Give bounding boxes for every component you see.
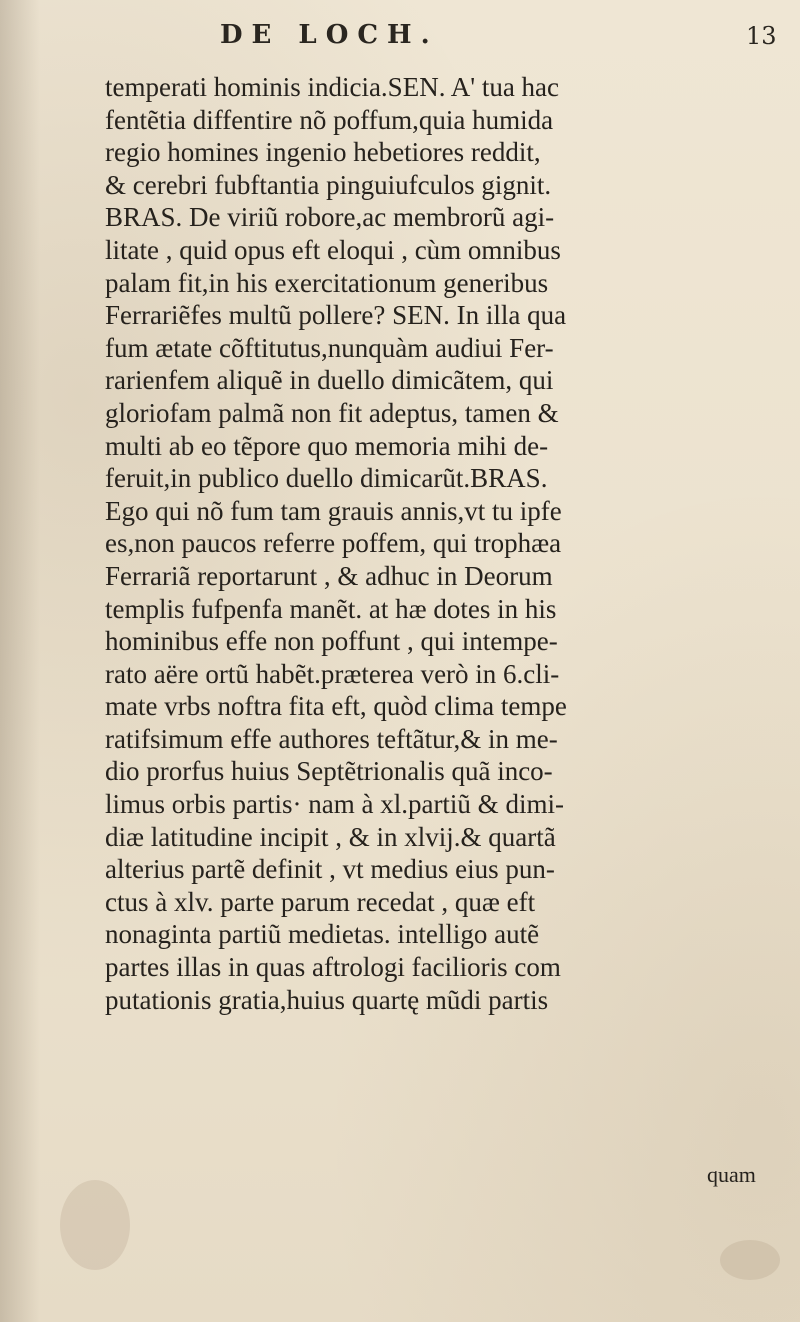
- text-line: Ego qui nõ fum tam grauis annis,vt tu ipfe: [105, 495, 562, 526]
- gutter-shadow: [0, 0, 40, 1322]
- text-line: regio homines ingenio hebetiores reddit,: [105, 137, 541, 168]
- text-line: nonaginta partiũ medietas. intelligo autẽ: [105, 919, 540, 950]
- text-line: es,non paucos referre poffem, qui trophæa: [105, 528, 562, 559]
- text-line: multi ab eo tẽpore quo memoria mihi de-: [105, 430, 549, 461]
- text-line: BRAS. De viriũ robore,ac membrorũ agi-: [105, 202, 555, 233]
- text-line: templis fufpenfa manẽt. at hæ dotes in his: [105, 593, 557, 624]
- text-line: Ferrariã reportarunt , & adhuc in Deorum: [105, 560, 553, 591]
- paper-stain: [60, 1180, 130, 1270]
- text-line: fentẽtia diffentire nõ poffum,quia humida: [105, 104, 554, 135]
- text-line: Ferrariẽfes multũ pollere? SEN. In illa qua: [105, 300, 567, 331]
- paper-stain: [720, 1240, 780, 1280]
- text-line: rarienfem aliquẽ in duello dimicãtem, qui: [105, 365, 554, 396]
- text-line: ctus à xlv. parte parum recedat , quæ eft: [105, 886, 536, 917]
- text-line: putationis gratia,huius quartę mũdi partis: [105, 984, 549, 1015]
- text-line: & cerebri fubftantia pinguiufculos gignit.: [105, 169, 552, 200]
- page-number: 13: [746, 22, 777, 50]
- text-line: gloriofam palmã non fit adeptus, tamen &: [105, 397, 559, 428]
- text-line: dio prorfus huius Septẽtrionalis quã inco-: [105, 756, 553, 787]
- running-head: DE LOCH.: [220, 20, 439, 50]
- text-line: alterius partẽ definit , vt medius eius pun-: [105, 854, 555, 885]
- text-line: feruit,in publico duello dimicarũt.BRAS.: [105, 463, 548, 494]
- text-line: palam fit,in his exercitationum generibus: [105, 267, 549, 298]
- text-line: mate vrbs noftra fita eft, quòd clima tempe: [105, 691, 567, 722]
- body-text: [105, 71, 795, 1016]
- text-line: temperati hominis indicia.SEN. A' tua hac: [105, 72, 560, 102]
- catchword: quam: [707, 1162, 756, 1187]
- text-line: rato aëre ortũ habẽt.præterea verò in 6.cli-: [105, 658, 560, 689]
- text-line: limus orbis partis· nam à xl.partiũ & dimi-: [105, 789, 564, 820]
- text-line: fum ætate cõftitutus,nunquàm audiui Fer-: [105, 332, 554, 363]
- text-line: partes illas in quas aftrologi facilioris com: [105, 952, 561, 983]
- text-line: diæ latitudine incipit , & in xlvij.& quartã: [105, 821, 556, 852]
- text-line: hominibus effe non poffunt , qui intempe-: [105, 626, 558, 657]
- text-line: ratifsimum effe authores teftãtur,& in me-: [105, 723, 558, 754]
- text-line: litate , quid opus eft eloqui , cùm omnibus: [105, 234, 561, 265]
